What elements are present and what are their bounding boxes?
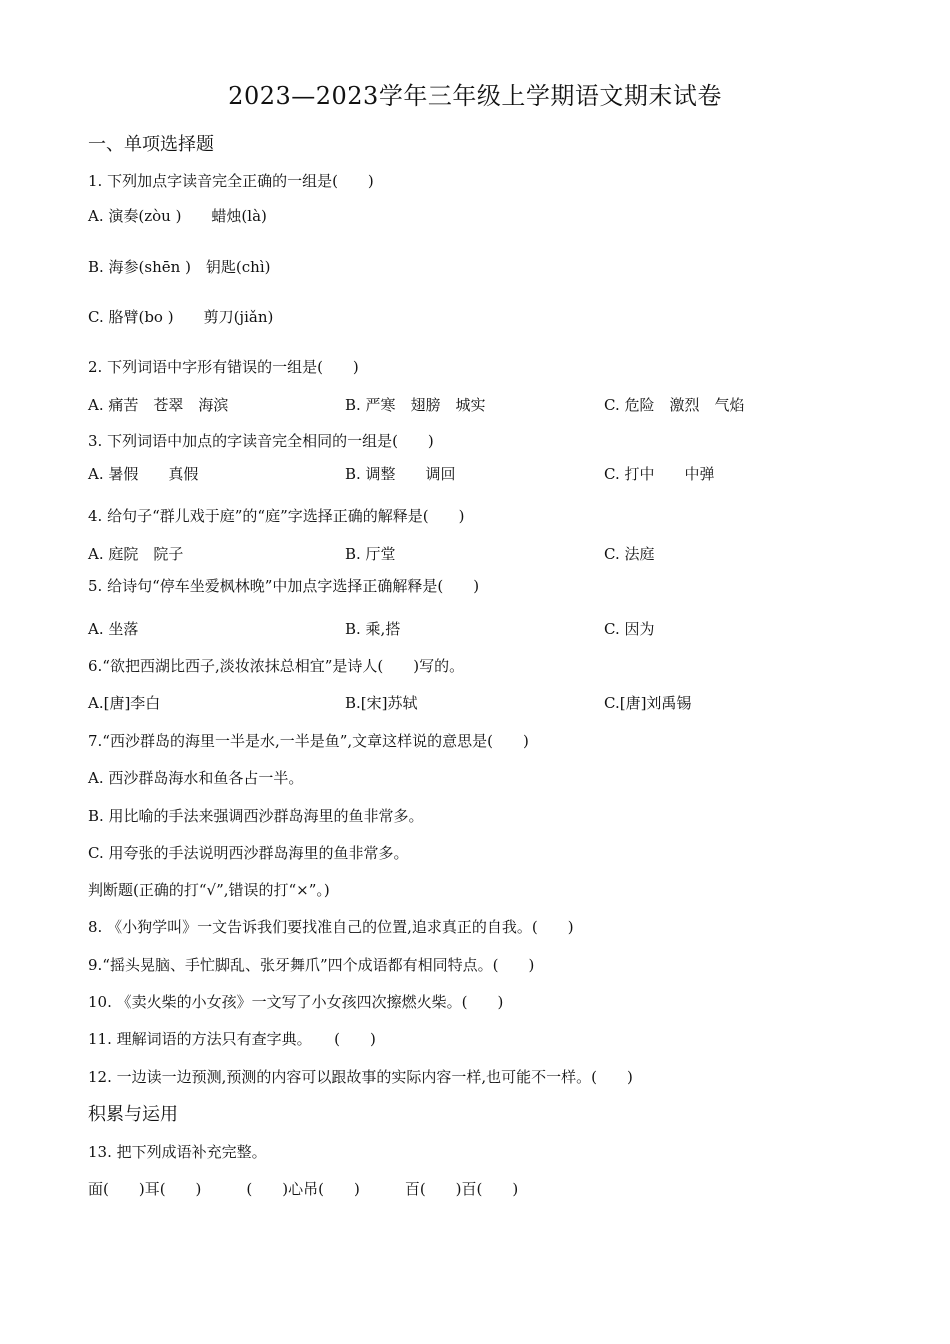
question-9: 9.“摇头晃脑、手忙脚乱、张牙舞爪”四个成语都有相同特点。( ) xyxy=(88,956,535,974)
question-1-stem: 1. 下列加点字读音完全正确的一组是( ) xyxy=(88,172,374,190)
question-11: 11. 理解词语的方法只有查字典。 ( ) xyxy=(88,1030,376,1048)
question-1-option-b: B. 海参(shēn ) 钥匙(chì) xyxy=(88,258,271,276)
question-7-stem: 7.“西沙群岛的海里一半是水,一半是鱼”,文章这样说的意思是( ) xyxy=(88,732,529,750)
page-title: 2023—2023学年三年级上学期语文期末试卷 xyxy=(228,82,722,110)
question-5-option-b: B. 乘,搭 xyxy=(345,620,401,638)
question-1-option-c: C. 胳臂(bo ) 剪刀(jiǎn) xyxy=(88,308,274,326)
section-heading-single-choice: 一、单项选择题 xyxy=(88,134,214,155)
section-heading-accumulation: 积累与运用 xyxy=(88,1104,178,1125)
question-3-stem: 3. 下列词语中加点的字读音完全相同的一组是( ) xyxy=(88,432,434,450)
question-4-option-c: C. 法庭 xyxy=(604,545,655,563)
question-3-option-c: C. 打中 中弹 xyxy=(604,465,715,483)
question-1-option-a: A. 演奏(zòu ) 蜡烛(là) xyxy=(88,207,267,225)
question-3-option-b: B. 调整 调回 xyxy=(345,465,456,483)
question-2-option-b: B. 严寒 翅膀 城实 xyxy=(345,396,486,414)
question-4-stem: 4. 给句子“群儿戏于庭”的“庭”字选择正确的解释是( ) xyxy=(88,507,465,525)
question-4-option-a: A. 庭院 院子 xyxy=(88,545,184,563)
question-12: 12. 一边读一边预测,预测的内容可以跟故事的实际内容一样,也可能不一样。( ) xyxy=(88,1068,633,1086)
question-7-option-b: B. 用比喻的手法来强调西沙群岛海里的鱼非常多。 xyxy=(88,807,424,825)
question-10: 10. 《卖火柴的小女孩》一文写了小女孩四次擦燃火柴。( ) xyxy=(88,993,504,1011)
section-heading-true-false: 判断题(正确的打“√”,错误的打“×”。) xyxy=(88,881,330,899)
question-4-option-b: B. 厅堂 xyxy=(345,545,396,563)
question-5-option-a: A. 坐落 xyxy=(88,620,139,638)
question-2-option-a: A. 痛苦 苍翠 海滨 xyxy=(88,396,229,414)
question-7-option-a: A. 西沙群岛海水和鱼各占一半。 xyxy=(88,769,304,787)
question-8: 8. 《小狗学叫》一文告诉我们要找准自己的位置,追求真正的自我。( ) xyxy=(88,918,574,936)
question-13-idiom-blanks: 面( )耳( ) ( )心吊( ) 百( )百( ) xyxy=(88,1180,519,1198)
question-13-stem: 13. 把下列成语补充完整。 xyxy=(88,1143,267,1161)
question-6-option-c: C.[唐]刘禹锡 xyxy=(604,694,692,712)
question-6-option-a: A.[唐]李白 xyxy=(88,694,161,712)
question-6-option-b: B.[宋]苏轼 xyxy=(345,694,418,712)
question-2-option-c: C. 危险 激烈 气焰 xyxy=(604,396,745,414)
question-5-stem: 5. 给诗句“停车坐爱枫林晚”中加点字选择正确解释是( ) xyxy=(88,577,480,595)
question-7-option-c: C. 用夸张的手法说明西沙群岛海里的鱼非常多。 xyxy=(88,844,409,862)
question-6-stem: 6.“欲把西湖比西子,淡妆浓抹总相宜”是诗人( )写的。 xyxy=(88,657,465,675)
question-3-option-a: A. 暑假 真假 xyxy=(88,465,199,483)
question-5-option-c: C. 因为 xyxy=(604,620,655,638)
question-2-stem: 2. 下列词语中字形有错误的一组是( ) xyxy=(88,358,359,376)
